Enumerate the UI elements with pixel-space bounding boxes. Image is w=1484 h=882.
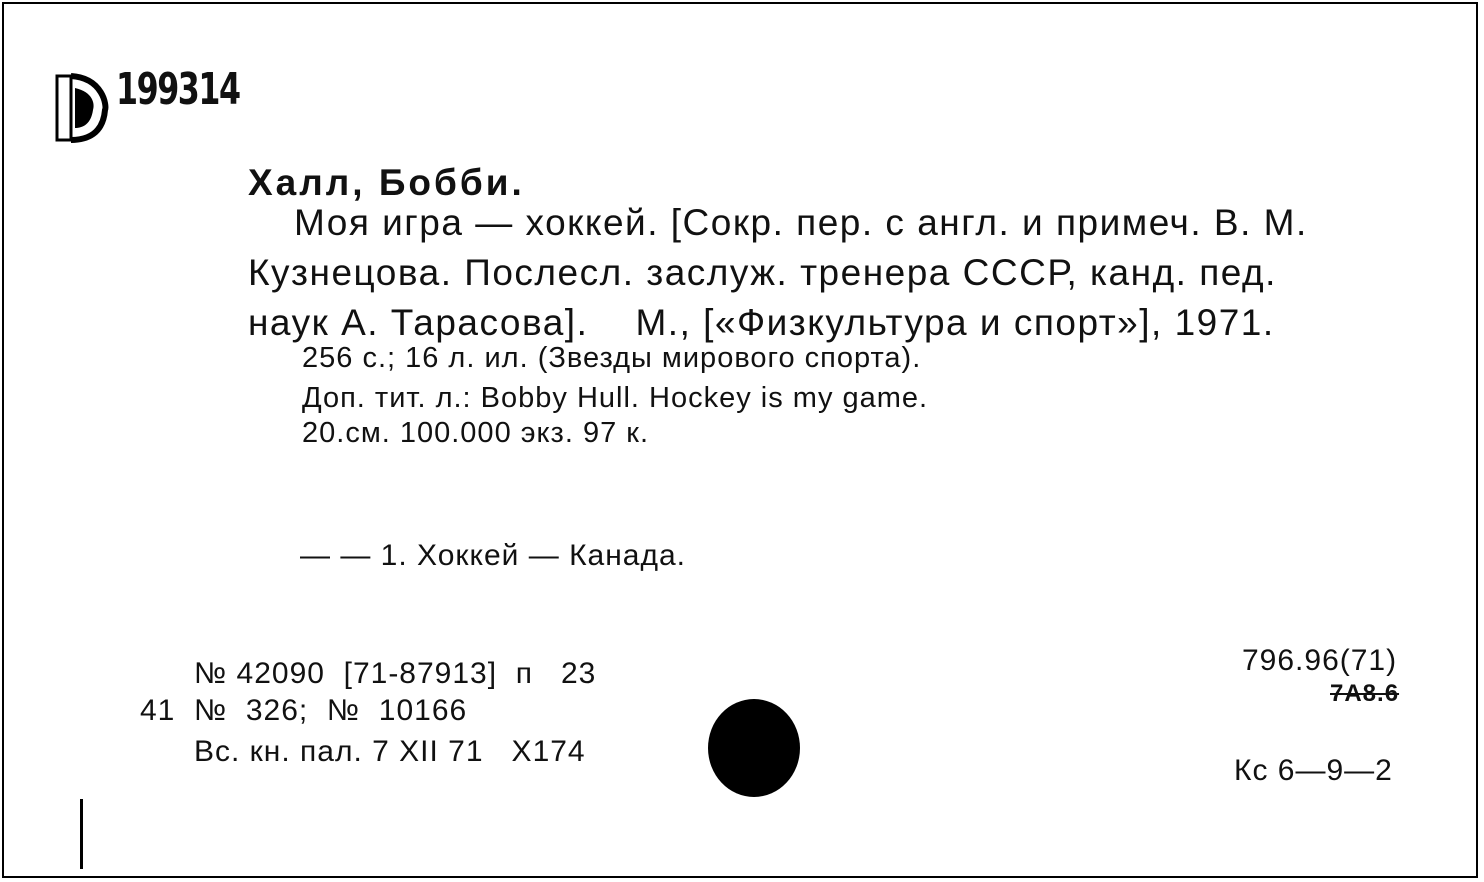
- title-line-2: Кузнецова. Послесл. заслуж. тренера СССР, канд. пед.: [248, 252, 1277, 293]
- library-stamp-d-icon: [51, 68, 109, 146]
- record-line-3: Вс. кн. пал. 7 XII 71 X174: [194, 735, 586, 768]
- details-line-3: 20.см. 100.000 экз. 97 к.: [302, 417, 650, 449]
- author-heading: Халл, Бобби.: [248, 162, 525, 203]
- author-code: Кс 6—9—2: [1234, 754, 1393, 787]
- title-line-1: Моя игра — хоккей. [Сокр. пер. с англ. и примеч. В. М.: [294, 202, 1308, 243]
- record-line-1: № 42090 [71-87913] п 23: [194, 657, 597, 690]
- classification-code: 796.96(71): [1242, 644, 1398, 677]
- title-line-3: наук А. Тарасова]. М., [«Физкультура и спорт»], 1971.: [248, 302, 1275, 343]
- subject-heading: — — 1. Хоккей — Канада.: [300, 539, 687, 572]
- left-number: 41: [140, 694, 176, 727]
- punch-hole: [708, 699, 800, 797]
- old-classification-code: 7А8.6: [1330, 680, 1400, 707]
- record-line-2: № 326; № 10166: [194, 694, 468, 727]
- margin-mark: [80, 799, 83, 869]
- details-line-2: Доп. тит. л.: Bobby Hull. Hockey is my game.: [302, 382, 929, 414]
- catalog-card: [2, 2, 1478, 878]
- inventory-number: 199314: [116, 64, 240, 115]
- details-line-1: 256 с.; 16 л. ил. (Звезды мирового спорта).: [302, 342, 922, 374]
